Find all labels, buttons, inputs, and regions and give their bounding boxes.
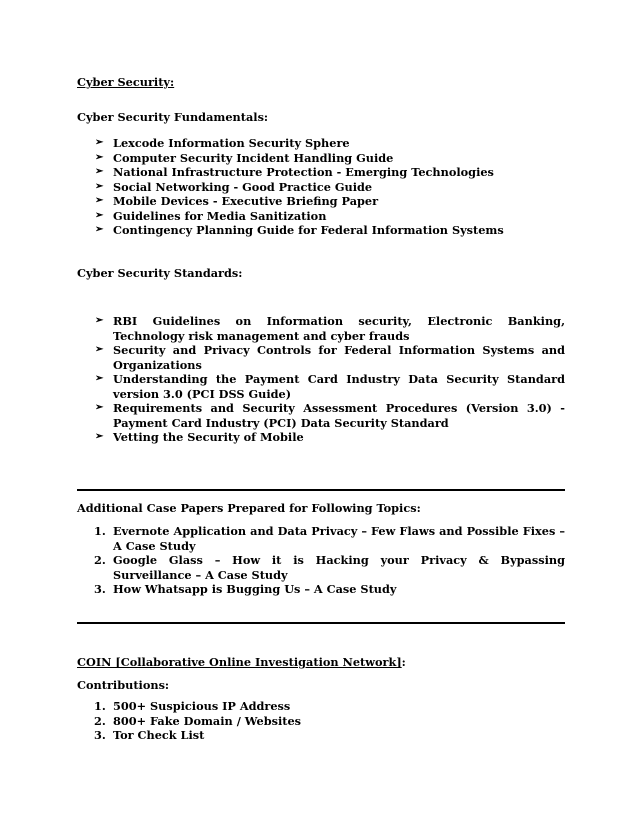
- list-item: [77, 728, 565, 743]
- arrow-bullet-icon: ➢: [95, 373, 104, 384]
- arrow-bullet-icon: ➢: [95, 151, 104, 163]
- arrow-bullet-icon: ➢: [95, 195, 104, 206]
- arrow-bullet-icon: ➢: [95, 224, 104, 235]
- list-number: 1.: [94, 699, 106, 713]
- list-item-text: Mobile Devices - Executive Briefing Paper: [113, 194, 379, 208]
- list-number: 3.: [94, 728, 106, 742]
- list-item-text: Computer Security Incident Handling Guide: [113, 150, 394, 165]
- horizontal-divider: [77, 489, 565, 491]
- arrow-bullet-icon: ➢: [95, 137, 104, 148]
- coin-heading-text: COIN [Collaborative Online Investigation Network]: [77, 655, 402, 669]
- arrow-bullet-icon: ➢: [95, 180, 104, 192]
- list-item-text: Social Networking - Good Practice Guide: [113, 179, 373, 194]
- section-heading-case-papers: Additional Case Papers Prepared for Following Topics:: [77, 501, 421, 515]
- list-item-text: National Infrastructure Protection - Emerging Technologies: [113, 165, 494, 179]
- list-item: [77, 343, 565, 372]
- standards-list: [77, 314, 565, 445]
- list-item: [77, 314, 565, 343]
- list-item-text: 800+ Fake Domain / Websites: [113, 713, 302, 728]
- fundamentals-list: [77, 136, 565, 238]
- list-number: 3.: [94, 582, 106, 596]
- arrow-bullet-icon: ➢: [95, 166, 104, 177]
- horizontal-divider: [77, 622, 565, 624]
- list-item: [77, 699, 565, 714]
- list-item: [77, 524, 565, 553]
- subheading-contributions: Contributions:: [77, 678, 170, 692]
- list-item: [77, 136, 565, 151]
- list-item: [77, 165, 565, 180]
- arrow-bullet-icon: ➢: [95, 431, 104, 442]
- section-heading-coin: [77, 655, 565, 670]
- list-item-text: Google Glass – How it is Hacking your Privacy & Bypassing Surveillance – A Case Study: [113, 553, 565, 582]
- list-item-text: Evernote Application and Data Privacy – Few Flaws and Possible Fixes –A Case Study: [113, 524, 565, 553]
- list-item: [77, 194, 565, 209]
- list-item-text: RBI Guidelines on Information security, Electronic Banking, Technology risk management and cyber frauds: [113, 314, 565, 343]
- arrow-bullet-icon: ➢: [95, 344, 104, 355]
- list-number: 1.: [94, 524, 106, 538]
- list-item: [77, 180, 565, 195]
- list-item-text: Security and Privacy Controls for Federal Information Systems and Organizations: [113, 343, 565, 372]
- list-item-text: 500+ Suspicious IP Address: [113, 699, 291, 713]
- list-item-text: Requirements and Security Assessment Procedures (Version 3.0) - Payment Card Industry (PCI) Data Security Standard: [113, 401, 565, 430]
- list-item-text: Vetting the Security of Mobile: [113, 430, 304, 444]
- list-item-text: Understanding the Payment Card Industry Data Security Standard version 3.0 (PCI DSS Guide): [113, 372, 565, 401]
- section-heading-cyber-security: Cyber Security:: [77, 75, 175, 89]
- list-number: 2.: [94, 553, 106, 567]
- list-item: [77, 553, 565, 582]
- coin-heading-colon: :: [401, 655, 406, 669]
- arrow-bullet-icon: ➢: [95, 402, 104, 413]
- subheading-fundamentals: Cyber Security Fundamentals:: [77, 110, 269, 124]
- contributions-list: [77, 699, 565, 743]
- list-item: [77, 223, 565, 238]
- list-number: 2.: [94, 713, 106, 728]
- list-item-text: How Whatsapp is Bugging Us – A Case Study: [113, 582, 397, 596]
- list-item: [77, 582, 565, 597]
- list-item: [77, 401, 565, 430]
- arrow-bullet-icon: ➢: [95, 315, 104, 326]
- list-item: [77, 714, 565, 729]
- subheading-standards: Cyber Security Standards:: [77, 266, 243, 280]
- list-item: [77, 372, 565, 401]
- list-item-text: Contingency Planning Guide for Federal Information Systems: [113, 223, 504, 237]
- list-item: [77, 430, 565, 445]
- case-papers-list: [77, 524, 565, 597]
- list-item: [77, 209, 565, 224]
- list-item-text: Lexcode Information Security Sphere: [113, 136, 350, 150]
- list-item-text: Guidelines for Media Sanitization: [113, 208, 327, 223]
- list-item: [77, 151, 565, 166]
- arrow-bullet-icon: ➢: [95, 209, 104, 221]
- list-item-text: Tor Check List: [113, 728, 205, 742]
